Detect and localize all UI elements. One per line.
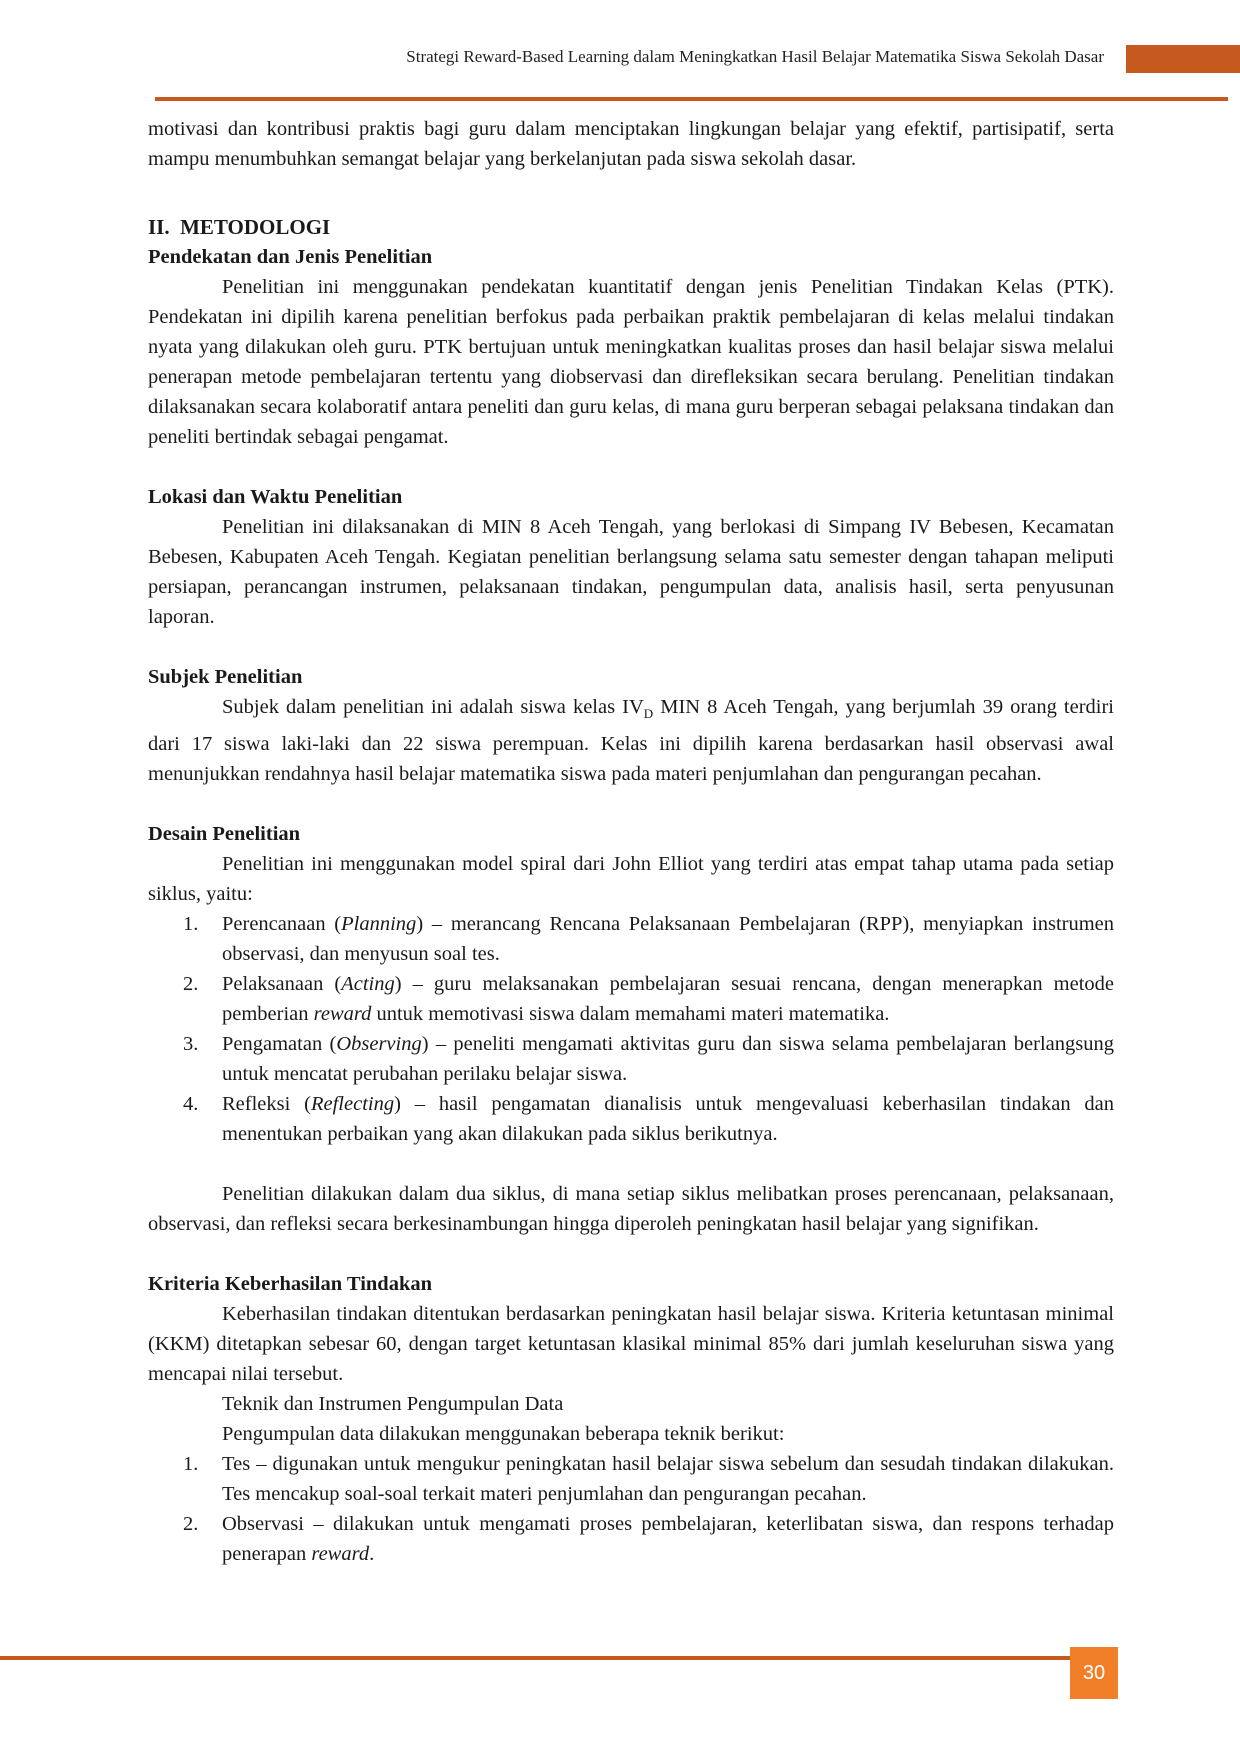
list-item: 2. Pelaksanaan (Acting) – guru melaksanakan pembelajaran sesuai rencana, dengan menerapkan metode pemberian reward untuk memotivasi siswa dalam memahami materi matematika. — [183, 973, 1114, 1026]
page-body — [148, 114, 1114, 1569]
spacer — [148, 174, 1114, 212]
heading-lokasi: Lokasi dan Waktu Penelitian — [148, 486, 403, 508]
desain-steps-list — [148, 909, 1114, 1149]
paragraph-desain: Penelitian ini menggunakan model spiral dari John Elliot yang terdiri atas empat tahap utama pada setiap siklus, yaitu: — [148, 853, 1114, 906]
paragraph-desain-closing: Penelitian dilakukan dalam dua siklus, di mana setiap siklus melibatkan proses perencanaan, pelaksanaan, observasi, dan refleksi secara berkesinambungan hingga diperoleh peningkatan hasil belajar yang signifikan. — [148, 1183, 1114, 1236]
spacer — [148, 452, 1114, 482]
heading-desain: Desain Penelitian — [148, 823, 301, 846]
paragraph-kriteria: Keberhasilan tindakan ditentukan berdasarkan peningkatan hasil belajar siswa. Kriteria ketuntasan minimal (KKM) ditetapkan sebesar 60, dengan target ketuntasan klasikal minimal 85% dari jumlah keseluruhan siswa yang mencapai nilai tersebut. — [148, 1303, 1114, 1386]
list-item: 1. Tes – digunakan untuk mengukur peningkatan hasil belajar siswa sebelum dan sesudah tindakan dilakukan. Tes mencakup soal-soal terkait materi penjumlahan dan pengurangan pecahan. — [183, 1453, 1114, 1506]
list-item: 3. Pengamatan (Observing) – peneliti mengamati aktivitas guru dan siswa selama pembelajaran berlangsung untuk mencatat perubahan perilaku belajar siswa. — [183, 1033, 1114, 1086]
teknik-list — [148, 1449, 1114, 1569]
paragraph-lokasi: Penelitian ini dilaksanakan di MIN 8 Aceh Tengah, yang berlokasi di Simpang IV Bebesen, Kecamatan Bebesen, Kabupaten Aceh Tengah. Kegiatan penelitian berlangsung selama satu semester dengan tahapan meliputi persiapan, perancangan instrumen, pelaksanaan tindakan, pengumpulan data, analisis hasil, serta penyusunan laporan. — [148, 516, 1114, 628]
heading-pendekatan: Pendekatan dan Jenis Penelitian — [148, 246, 433, 268]
spacer — [148, 1149, 1114, 1179]
running-header-title: Strategi Reward-Based Learning dalam Meningkatkan Hasil Belajar Matematika Siswa Sekolah Dasar — [406, 47, 1104, 66]
paragraph-subjek: Subjek dalam penelitian ini adalah siswa kelas $IV_D$ MIN 8 Aceh Tengah, yang berjumlah 39 orang terdiri dari 17 siswa laki-laki dan 22 siswa perempuan. Kelas ini dipilih karena berdasarkan hasil observasi awal menunjukkan rendahnya hasil belajar matematika siswa pada materi penjumlahan dan pengurangan pecahan. — [148, 696, 1114, 786]
header-accent-tab — [1126, 45, 1240, 73]
subheading-teknik: Teknik dan Instrumen Pengumpulan Data — [222, 1393, 564, 1416]
paragraph-pendekatan: Penelitian ini menggunakan pendekatan kuantitatif dengan jenis Penelitian Tindakan Kelas (PTK). Pendekatan ini dipilih karena penelitian berfokus pada perbaikan praktik pembelajaran di kelas melalui tindakan nyata yang dilakukan oleh guru. PTK bertujuan untuk meningkatkan kualitas proses dan hasil belajar siswa melalui penerapan metode pembelajaran tertentu yang diobservasi dan direfleksikan secara berulang. Penelitian tindakan dilaksanakan secara kolaboratif antara peneliti dan guru kelas, di mana guru berperan sebagai pelaksana tindakan dan peneliti bertindak sebagai pengamat. — [148, 276, 1114, 448]
paragraph-teknik-intro: Pengumpulan data dilakukan menggunakan beberapa teknik berikut: — [222, 1423, 785, 1446]
header-rule — [155, 97, 1228, 101]
intro-paragraph: motivasi dan kontribusi praktis bagi guru dalam menciptakan lingkungan belajar yang efektif, partisipatif, serta mampu menumbuhkan semangat belajar yang berkelanjutan pada siswa sekolah dasar. — [148, 118, 1114, 170]
spacer — [148, 632, 1114, 662]
heading-kriteria: Kriteria Keberhasilan Tindakan — [148, 1273, 433, 1296]
section-title: II. METODOLOGI — [148, 215, 331, 239]
footer-rule — [0, 1656, 1070, 1660]
list-item: 2. Observasi – dilakukan untuk mengamati proses pembelajaran, keterlibatan siswa, dan respons terhadap penerapan reward. — [183, 1513, 1114, 1566]
spacer — [148, 789, 1114, 819]
spacer — [148, 1239, 1114, 1269]
page-number-badge — [1070, 1647, 1118, 1699]
page-number: 30 — [1082, 1661, 1106, 1684]
heading-subjek: Subjek Penelitian — [148, 666, 303, 688]
list-item: 1. Perencanaan (Planning) – merancang Rencana Pelaksanaan Pembelajaran (RPP), menyiapkan instrumen observasi, dan menyusun soal tes. — [183, 913, 1115, 966]
list-item: 4. Refleksi (Reflecting) – hasil pengamatan dianalisis untuk mengevaluasi keberhasilan tindakan dan menentukan perbaikan yang akan dilakukan pada siklus berikutnya. — [183, 1093, 1114, 1146]
